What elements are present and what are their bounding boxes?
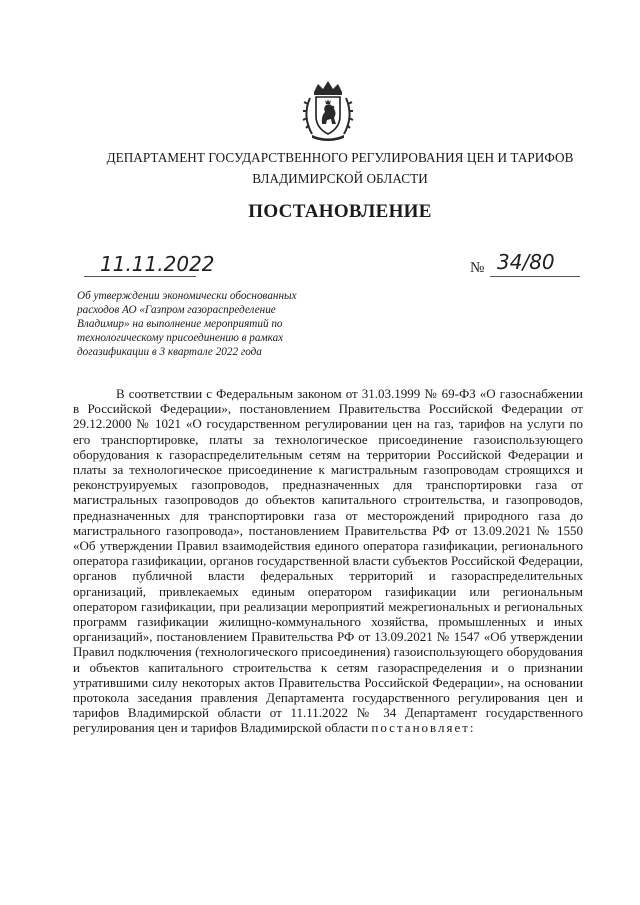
body-text: В соответствии с Федеральным законом от 31.03.1999 № 69-ФЗ «О газоснабжении в Российской Федерации», постановлением Правительства Российской Федерации от 29.12.2000 № 1021 «О государственном регулировании цен на газ, тарифов на услуги по его транспортировке, платы за технологическое присоединение газоиспользующего оборудования к газораспределительным сетям на территории Российской Федерации и платы за технологическое присоединение к магистральным газопроводам строящихся и реконструируемых газопроводов, предназначенных для транспортировки газа от магистральных газопроводов до объектов капитального строительства, и газопроводов, предназначенных для транспортировки газа от месторождений природного газа до магистрального газопровода», постановлением Правительства РФ от 13.09.2021 № 1550 «Об утверждении Правил взаимодействия единого оператора газификации, регионального оператора газификации, органов государственной власти субъектов Российской Федерации, органов публичной власти федеральных территорий и газораспределительных организаций, привлекаемых единым оператором газификации или региональным оператором газификации, при реализации мероприятий межрегиональных и региональных программ газификации жилищно-коммунального хозяйства, промышленных и иных организаций», постановлением Правительства РФ от 13.09.2021 № 1547 «Об утверждении Правил подключения (технологического присоединения) газоиспользующего оборудования и объектов капитального строительства к сетям газораспределения и о признании утратившими силу некоторых актов Правительства Российской Федерации», на основании протокола заседания правления Департамента государственного регулирования цен и тарифов Владимирской области от 11.11.2022 № 34 Департамент государственного регулирования цен и тарифов Владимирской области: [73, 386, 583, 736]
number-label: №: [470, 260, 485, 276]
document-subject: Об утверждении экономически обоснованных расходов АО «Газпром газораспределение Владимир» на выполнение мероприятий по технологическому присоединению в рамках догазификации в 3 квартале 2022 года: [77, 290, 297, 358]
handwritten-date: 11.11.2022: [100, 252, 215, 276]
department-name-line2: ВЛАДИМИРСКОЙ ОБЛАСТИ: [252, 171, 428, 186]
decision-word: постановляет:: [371, 720, 476, 736]
body-paragraph: [73, 386, 583, 736]
department-name-line1: ДЕПАРТАМЕНТ ГОСУДАРСТВЕННОГО РЕГУЛИРОВАНИЯ ЦЕН И ТАРИФОВ: [106, 150, 574, 165]
handwritten-number: 34/80: [497, 250, 555, 274]
date-underline: [84, 276, 196, 277]
document-title: ПОСТАНОВЛЕНИЕ: [248, 201, 432, 222]
coat-of-arms-icon: [300, 78, 356, 144]
number-underline: [490, 276, 580, 277]
